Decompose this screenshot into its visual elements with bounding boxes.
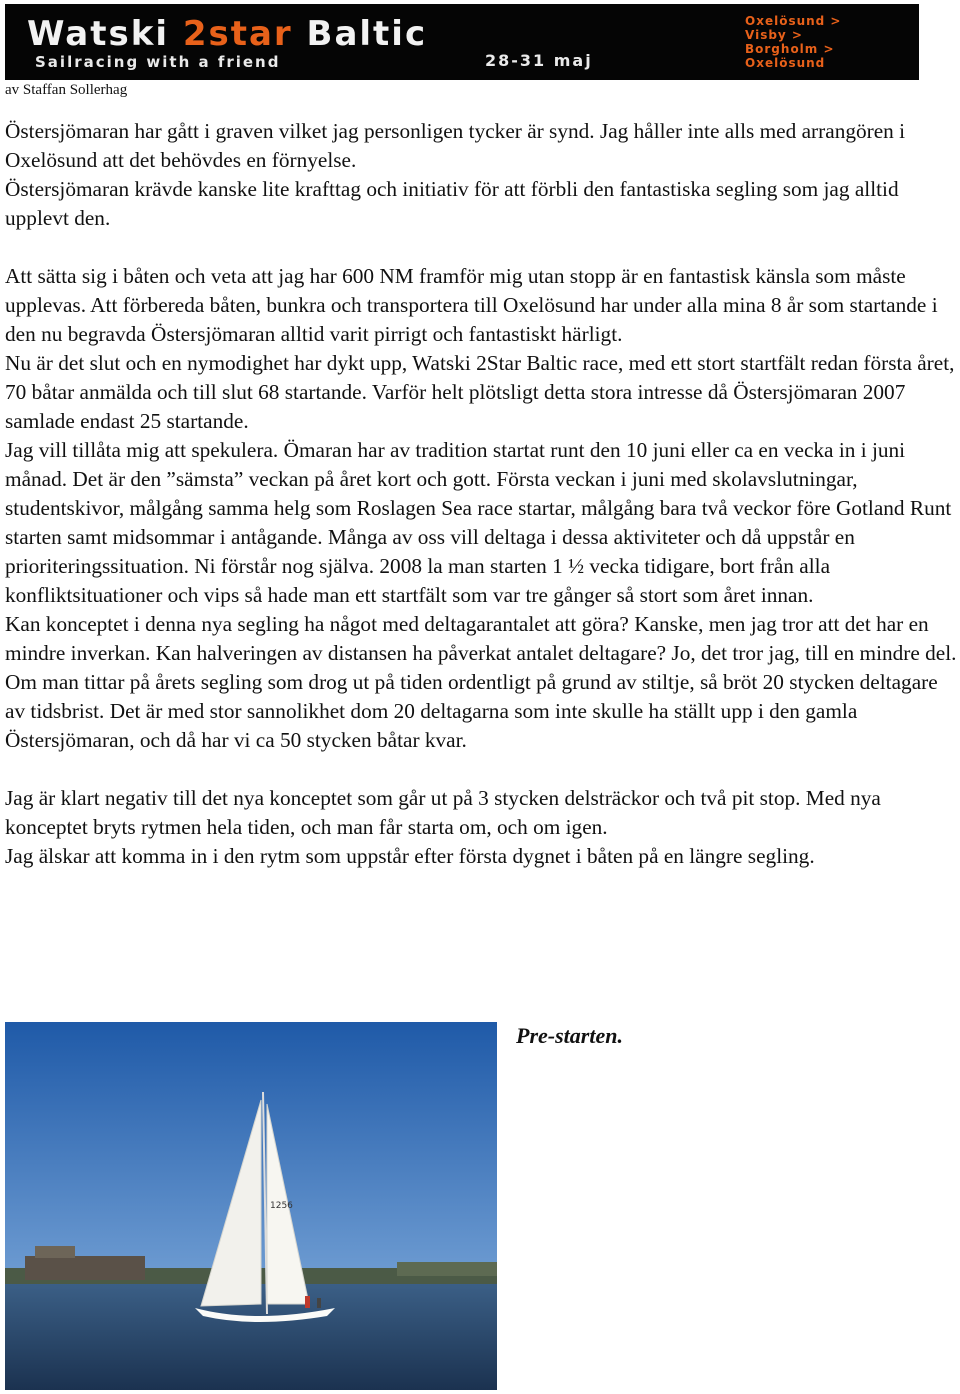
paragraph: Jag vill tillåta mig att spekulera. Ömaran har av tradition startat runt den 10 juni eller ca en vecka in i juni månad. Det är den ”sämsta” veckan på året kort och gott. Första veckan i juni med skolavslutningar, studentskivor, målgång samma helg som Roslagen Sea race startar, målgång bara två veckor före Gotland Runt starten samt midsommar i antågande. Många av oss vill deltaga i dessa aktiviteter och då uppstår en prioriteringssituation. Ni förstår nog själva. 2008 la man starten 1 ½ vecka tidigare, bort från alla konfliktsituationer och vips så hade man ett startfält som var tre gånger så stort som året innan. — [5, 438, 952, 607]
photo-caption: Pre-starten. — [516, 1023, 623, 1048]
distant-trees — [397, 1262, 497, 1276]
paragraph: Kan konceptet i denna nya segling ha något med deltagarantalet att göra? Kanske, men jag tror att det har en mindre inverkan. Kan halveringen av distansen ha påverkat antalet deltagare? Jo, det tror jag, till en mindre del. Om man tittar på årets segling som drog ut på tiden ordentligt på grund av stiltje, så bröt 20 stycken deltagare av tidsbrist. Det är med stor sannolikhet dom 20 deltagarna som inte skulle ha ställt upp i den gamla Östersjömaran, och då har vi ca 50 stycken båtar kvar. — [5, 612, 957, 752]
paragraph-spacer — [5, 233, 960, 262]
paragraph: Östersjömaran har gått i graven vilket jag personligen tycker är synd. Jag håller inte alls med arrangören i Oxelösund att det behövdes en förnyelse. — [5, 119, 906, 172]
ship-superstructure — [35, 1246, 75, 1258]
route-stop: Visby > — [745, 28, 803, 42]
sailboat-photo — [5, 1022, 497, 1390]
crew-figure — [305, 1296, 310, 1308]
paragraph: Nu är det slut och en nymodighet har dykt upp, Watski 2Star Baltic race, med ett stort startfält redan första året, 70 båtar anmälda och till slut 68 startande. Varför helt plötsligt detta stora intresse då Östersjömaran 2007 samlade endast 25 startande. — [5, 351, 955, 433]
event-banner — [5, 4, 919, 80]
sail-number: 1256 — [270, 1201, 293, 1211]
banner-title-part1: Watski — [27, 14, 183, 54]
sailboat-illustration — [5, 1022, 497, 1390]
paragraph: Östersjömaran krävde kanske lite krafttag och initiativ för att förbli den fantastiska segling som jag alltid upplevt den. — [5, 177, 899, 230]
route-stop: Borgholm > — [745, 42, 835, 56]
banner-title-accent: 2star — [182, 14, 293, 54]
paragraph: Jag älskar att komma in i den rytm som uppstår efter första dygnet i båten på en längre segling. — [5, 844, 815, 868]
ship-hull — [25, 1256, 145, 1280]
route-stop: Oxelösund > — [745, 14, 842, 28]
paragraph-spacer — [5, 755, 960, 784]
byline: av Staffan Sollerhag — [5, 82, 128, 98]
route-stop: Oxelösund — [745, 56, 826, 70]
paragraph: Att sätta sig i båten och veta att jag har 600 NM framför mig utan stopp är en fantastisk känsla som måste upplevas. Att förbereda båten, bunkra och transportera till Oxelösund har under alla mina 8 år som startande i den nu begravda Östersjömaran alltid varit pirrigt och fantastiskt härligt. — [5, 264, 938, 346]
banner-dates: 28-31 maj — [485, 51, 593, 70]
paragraph: Jag är klart negativ till det nya konceptet som går ut på 3 stycken delsträckor och två pit stop. Med nya konceptet bryts rytmen hela tiden, och man får starta om, och om igen. — [5, 786, 881, 839]
banner-route — [745, 14, 842, 70]
article-body — [5, 117, 960, 871]
banner-title — [27, 14, 427, 54]
banner-subtitle: Sailracing with a friend — [35, 53, 281, 71]
banner-title-part2: Baltic — [292, 14, 428, 54]
crew-figure — [317, 1298, 321, 1308]
